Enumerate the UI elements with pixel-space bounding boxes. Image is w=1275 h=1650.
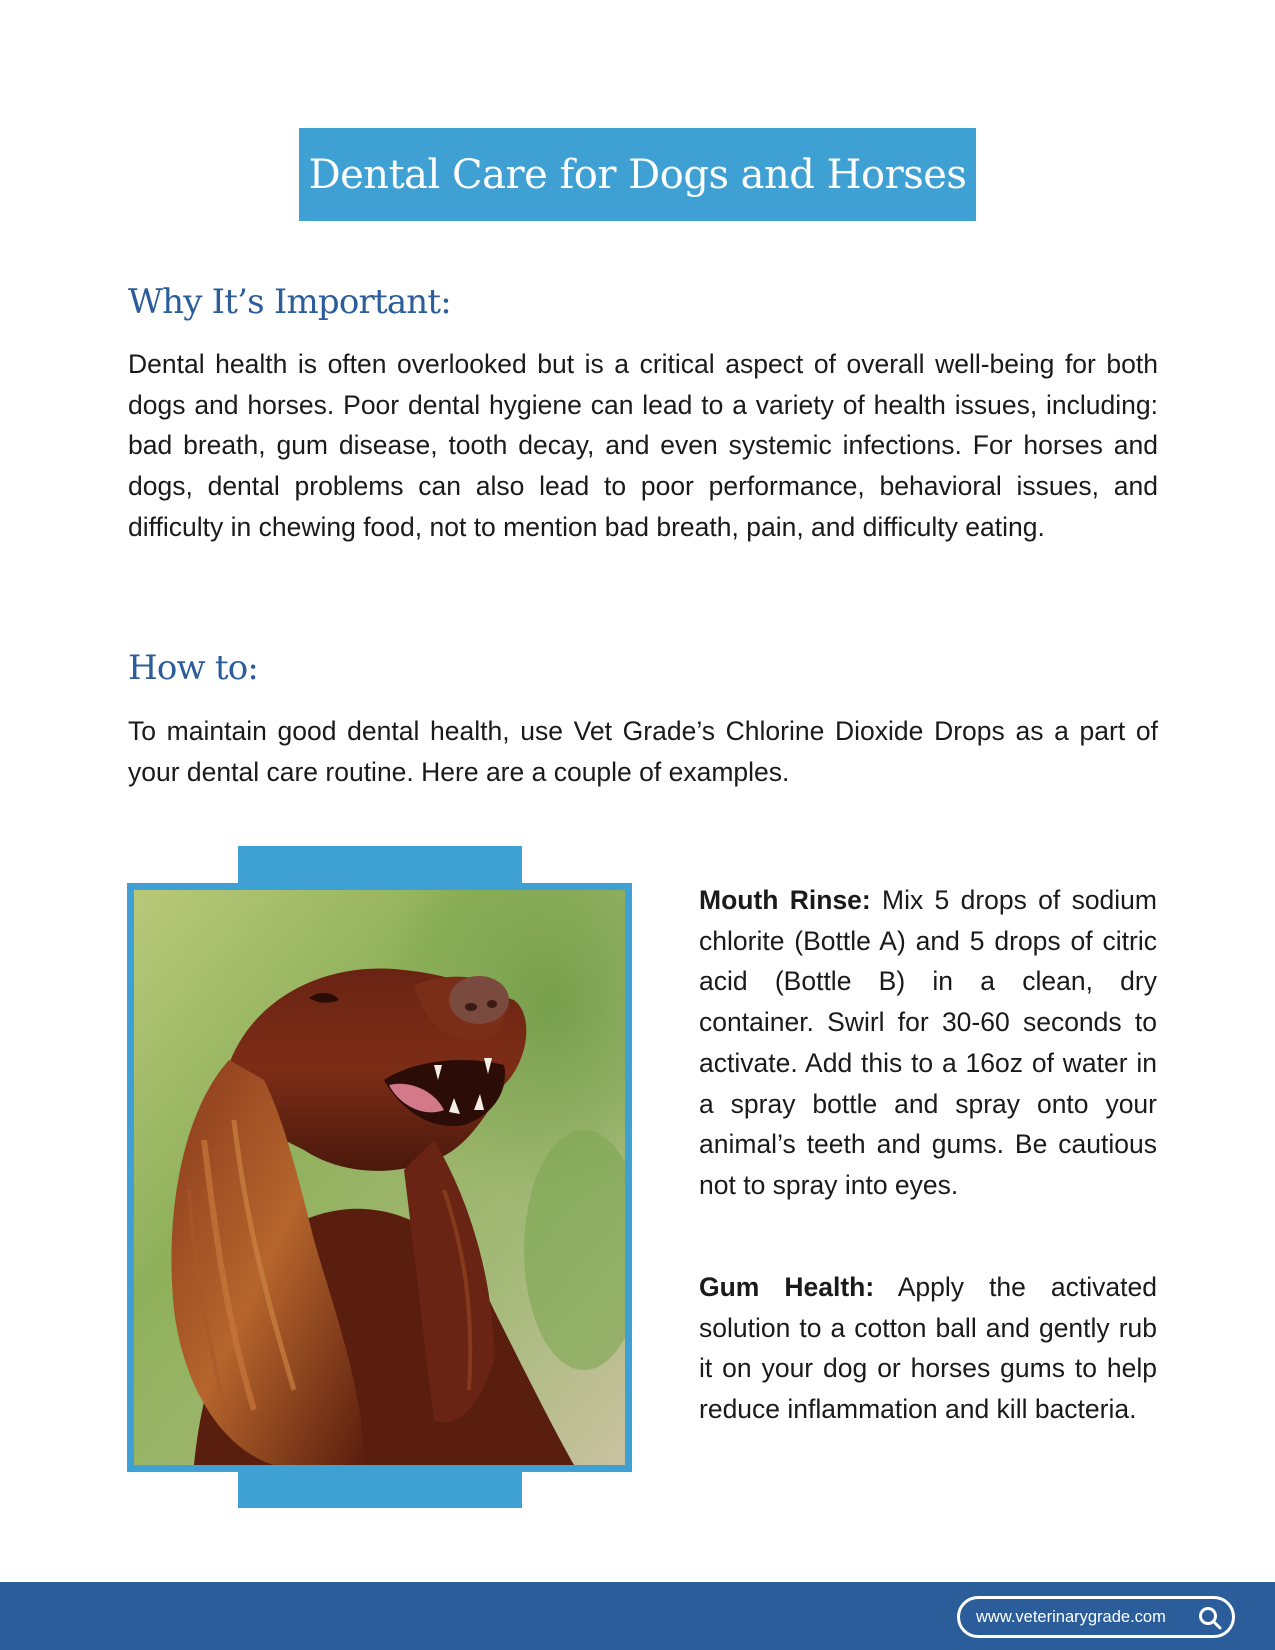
why-important-paragraph: Dental health is often overlooked but is a critical aspect of overall well-being for both dogs and horses. Poor dental hygiene can lead to a variety of health issues, including: bad breath, gum disease, tooth decay, and even systemic infections. For horses and dogs, dental problems can also lead to poor performance, behavioral issues, and difficulty in chewing food, not to mention bad breath, pain, and difficulty eating. bbox=[128, 349, 1158, 542]
website-link[interactable] bbox=[957, 1596, 1235, 1638]
photo-frame-tab-top bbox=[238, 846, 522, 886]
photo-frame bbox=[127, 883, 632, 1472]
photo-frame-tab-bottom bbox=[238, 1467, 522, 1508]
gum-health-label: Gum Health: bbox=[699, 1272, 875, 1302]
dog-photo bbox=[134, 890, 625, 1465]
how-to-heading: How to: bbox=[128, 648, 259, 688]
gum-health-text: Apply the activated solution to a cotton ball and gently rub it on your dog or horses gums to help reduce inflammation and kill bacteria. bbox=[699, 1272, 1157, 1425]
page-title: Dental Care for Dogs and Horses bbox=[308, 151, 967, 198]
search-icon bbox=[1198, 1606, 1222, 1630]
why-important-heading: Why It’s Important: bbox=[128, 282, 451, 322]
gum-health-instructions bbox=[699, 1267, 1157, 1430]
mouth-rinse-text: Mix 5 drops of sodium chlorite (Bottle A) and 5 drops of citric acid (Bottle B) in a clean, dry container. Swirl for 30-60 seconds to activate. Add this to a 16oz of water in a spray bottle and spray onto your animal’s teeth and gums. Be cautious not to spray into eyes. bbox=[699, 885, 1157, 1200]
mouth-rinse-label: Mouth Rinse: bbox=[699, 885, 871, 915]
title-banner bbox=[299, 128, 976, 221]
website-url[interactable]: www.veterinarygrade.com bbox=[976, 1607, 1166, 1626]
mouth-rinse-instructions bbox=[699, 880, 1157, 1206]
how-to-paragraph: To maintain good dental health, use Vet Grade’s Chlorine Dioxide Drops as a part of your dental care routine. Here are a couple of examples. bbox=[128, 716, 1158, 787]
